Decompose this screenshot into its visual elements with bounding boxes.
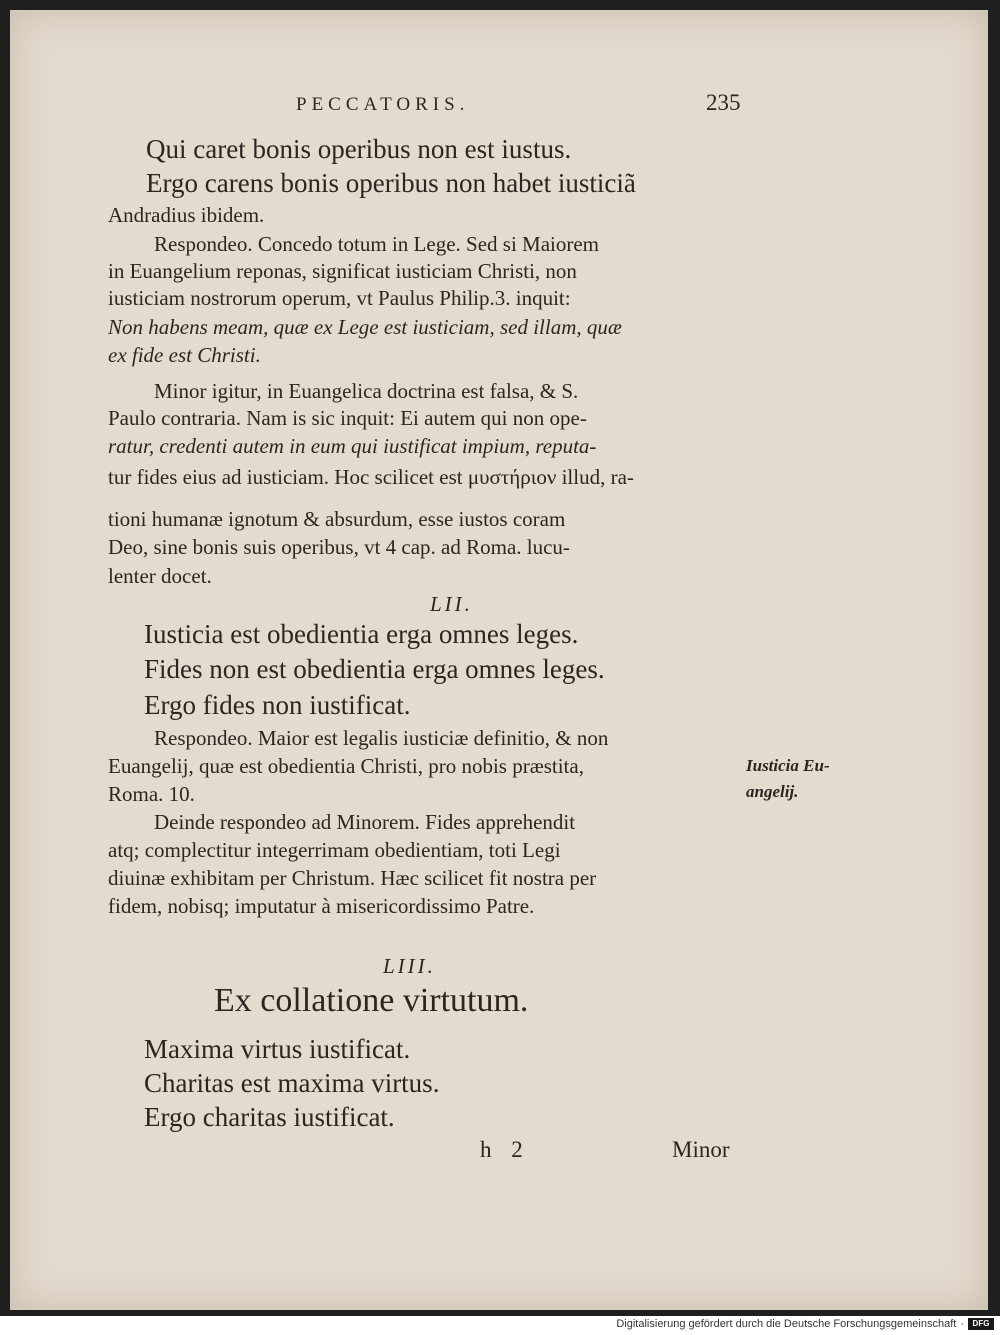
text-line: Deinde respondeo ad Minorem. Fides apprehendit	[154, 810, 576, 834]
text-line: diuinæ exhibitam per Christum. Hæc scilicet fit nostra per	[108, 866, 597, 890]
text-line: tur fides eius ad iusticiam. Hoc scilicet est μυστήριον illud, ra-	[108, 465, 634, 489]
text-line: Non habens meam, quæ ex Lege est iusticiam, sed illam, quæ	[108, 315, 622, 339]
syllogism-line: Iusticia est obedientia erga omnes leges.	[144, 619, 579, 649]
text-line: ratur, credenti autem in eum qui iustificat impium, reputa-	[108, 434, 597, 458]
text-line: Deo, sine bonis suis operibus, vt 4 cap. ad Roma. lucu-	[108, 535, 570, 559]
signature-mark: h 2	[480, 1137, 523, 1162]
text-line: Minor igitur, in Euangelica doctrina est falsa, & S.	[154, 379, 579, 403]
footer-text: Digitalisierung gefördert durch die Deutsche Forschungsgemeinschaft	[616, 1318, 957, 1330]
text-line: Euangelij, quæ est obedientia Christi, pro nobis præstita,	[108, 754, 584, 778]
text-line: Ergo carens bonis operibus non habet iusticiã	[146, 168, 636, 198]
text-line: iusticiam nostrorum operum, vt Paulus Philip.3. inquit:	[108, 286, 571, 310]
digitization-footer	[616, 1318, 994, 1330]
text-line: Paulo contraria. Nam is sic inquit: Ei autem qui non ope-	[108, 406, 587, 430]
text-line: Respondeo. Concedo totum in Lege. Sed si Maiorem	[154, 232, 600, 256]
text-line: in Euangelium reponas, significat iusticiam Christi, non	[108, 259, 577, 283]
text-line: ex fide est Christi.	[108, 343, 261, 367]
syllogism-line: Charitas est maxima virtus.	[144, 1068, 440, 1098]
text-line: Andradius ibidem.	[108, 203, 265, 227]
syllogism-line: Ergo fides non iustificat.	[144, 690, 411, 720]
text-line: Roma. 10.	[108, 782, 195, 806]
marginal-note: Iusticia Eu-	[746, 756, 830, 775]
section-title: Ex collatione virtutum.	[214, 982, 529, 1019]
footer-separator: ·	[960, 1318, 964, 1330]
running-title: PECCATORIS.	[296, 94, 470, 115]
book-page	[10, 10, 988, 1310]
text-line: Respondeo. Maior est legalis iusticiæ definitio, & non	[154, 726, 609, 750]
catchword: Minor	[672, 1137, 730, 1162]
syllogism-line: Maxima virtus iustificat.	[144, 1034, 411, 1064]
text-line: tioni humanæ ignotum & absurdum, esse iustos coram	[108, 507, 566, 531]
page-number: 235	[706, 90, 741, 115]
text-line: lenter docet.	[108, 564, 212, 588]
text-line: atq; complectitur integerrimam obedientiam, toti Legi	[108, 838, 561, 862]
section-heading: LII.	[430, 592, 473, 616]
text-line: Qui caret bonis operibus non est iustus.	[146, 134, 572, 164]
text-line: fidem, nobisq; imputatur à misericordissimo Patre.	[108, 894, 535, 918]
syllogism-line: Fides non est obedientia erga omnes leges.	[144, 654, 605, 684]
section-heading: LIII.	[383, 954, 436, 978]
marginal-note: angelij.	[746, 782, 799, 801]
dfg-logo-icon: DFG	[968, 1318, 994, 1330]
syllogism-line: Ergo charitas iustificat.	[144, 1102, 395, 1132]
